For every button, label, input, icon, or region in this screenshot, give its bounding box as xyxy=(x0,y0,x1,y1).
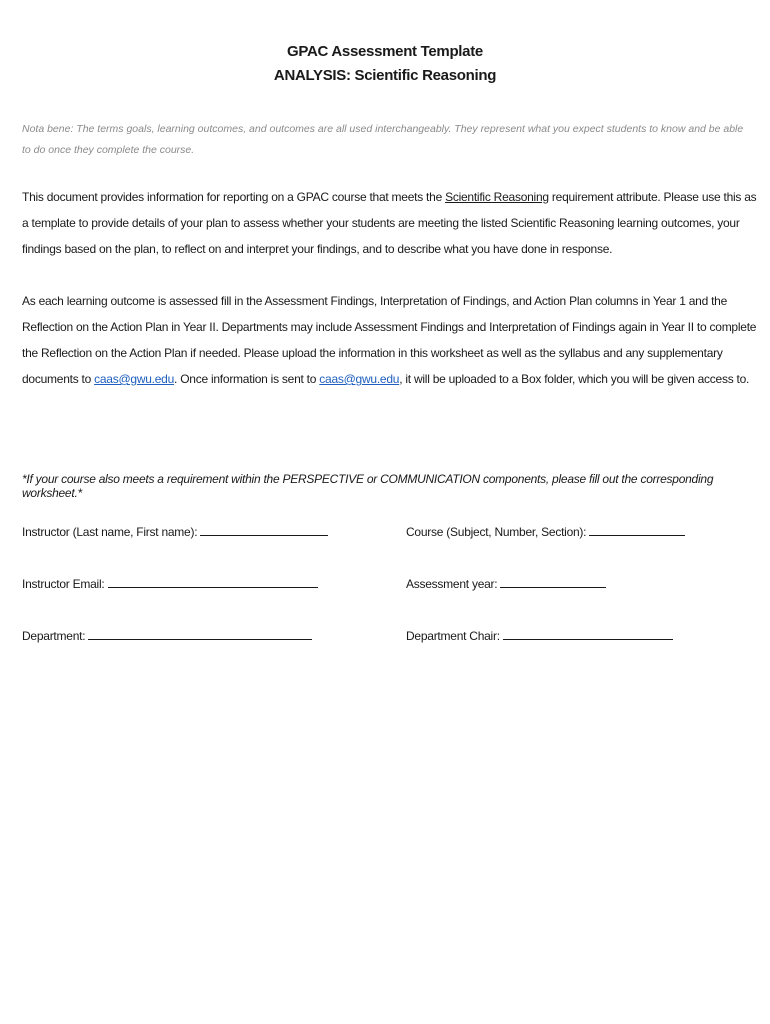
instructor-name-label: Instructor (Last name, First name): xyxy=(22,525,201,539)
document-subtitle: ANALYSIS: Scientific Reasoning xyxy=(273,67,497,84)
instructor-email-blank[interactable] xyxy=(108,575,318,588)
department-chair-field xyxy=(406,627,673,643)
instructions-text-2: . Once information is sent to xyxy=(174,372,320,386)
department-field xyxy=(22,627,312,643)
assessment-year-field xyxy=(406,575,606,591)
course-label: Course (Subject, Number, Section): xyxy=(406,525,590,539)
instructions-text-3: , it will be uploaded to a Box folder, which you will be given access to. xyxy=(399,372,750,386)
requirement-note: *If your course also meets a requirement within the PERSPECTIVE or COMMUNICATION components, please fill out the corresponding worksheet.* xyxy=(22,472,714,500)
instructor-name-field xyxy=(22,523,328,539)
instructor-email-label: Instructor Email: xyxy=(22,577,108,591)
scientific-reasoning-underlined: Scientific Reasoning xyxy=(445,190,549,204)
email-link-2[interactable]: caas@gwu.edu xyxy=(319,372,400,386)
department-label: Department: xyxy=(22,629,89,643)
instructor-name-blank[interactable] xyxy=(200,523,328,536)
instructions-paragraph xyxy=(22,288,757,392)
document-title: GPAC Assessment Template xyxy=(287,43,483,60)
course-blank[interactable] xyxy=(589,523,685,536)
instructor-email-field xyxy=(22,575,318,591)
email-link-1[interactable]: caas@gwu.edu xyxy=(94,372,175,386)
assessment-year-label: Assessment year: xyxy=(406,577,501,591)
department-chair-blank[interactable] xyxy=(503,627,673,640)
department-blank[interactable] xyxy=(88,627,312,640)
intro-text-end: requirement attribute. Please use this as a template to provide details of your plan to assess whether your students are meeting the listed Scientific Reasoning learning outcomes, your findings based on the plan, to reflect on and interpret your findings, and to describe what you have done in response. xyxy=(22,190,757,256)
nota-bene-note: Nota bene: The terms goals, learning outcomes, and outcomes are all used interchangeably. They represent what you expect students to know and be able to do once they complete the course. xyxy=(22,123,744,156)
department-chair-label: Department Chair: xyxy=(406,629,503,643)
intro-text-start: This document provides information for reporting on a GPAC course that meets the xyxy=(22,190,446,204)
course-field xyxy=(406,523,685,539)
assessment-year-blank[interactable] xyxy=(500,575,606,588)
title-block xyxy=(0,40,770,88)
intro-paragraph xyxy=(22,184,757,262)
instructions-text-1: As each learning outcome is assessed fill in the Assessment Findings, Interpretation of Findings, and Action Plan columns in Year 1 and the Reflection on the Action Plan in Year II. Departments may include Assessment Findings and Interpretation of Findings again in Year II to complete the Reflection on the Action Plan if needed. Please upload the information in this worksheet as well as the syllabus and any supplementary documents to xyxy=(22,294,757,386)
